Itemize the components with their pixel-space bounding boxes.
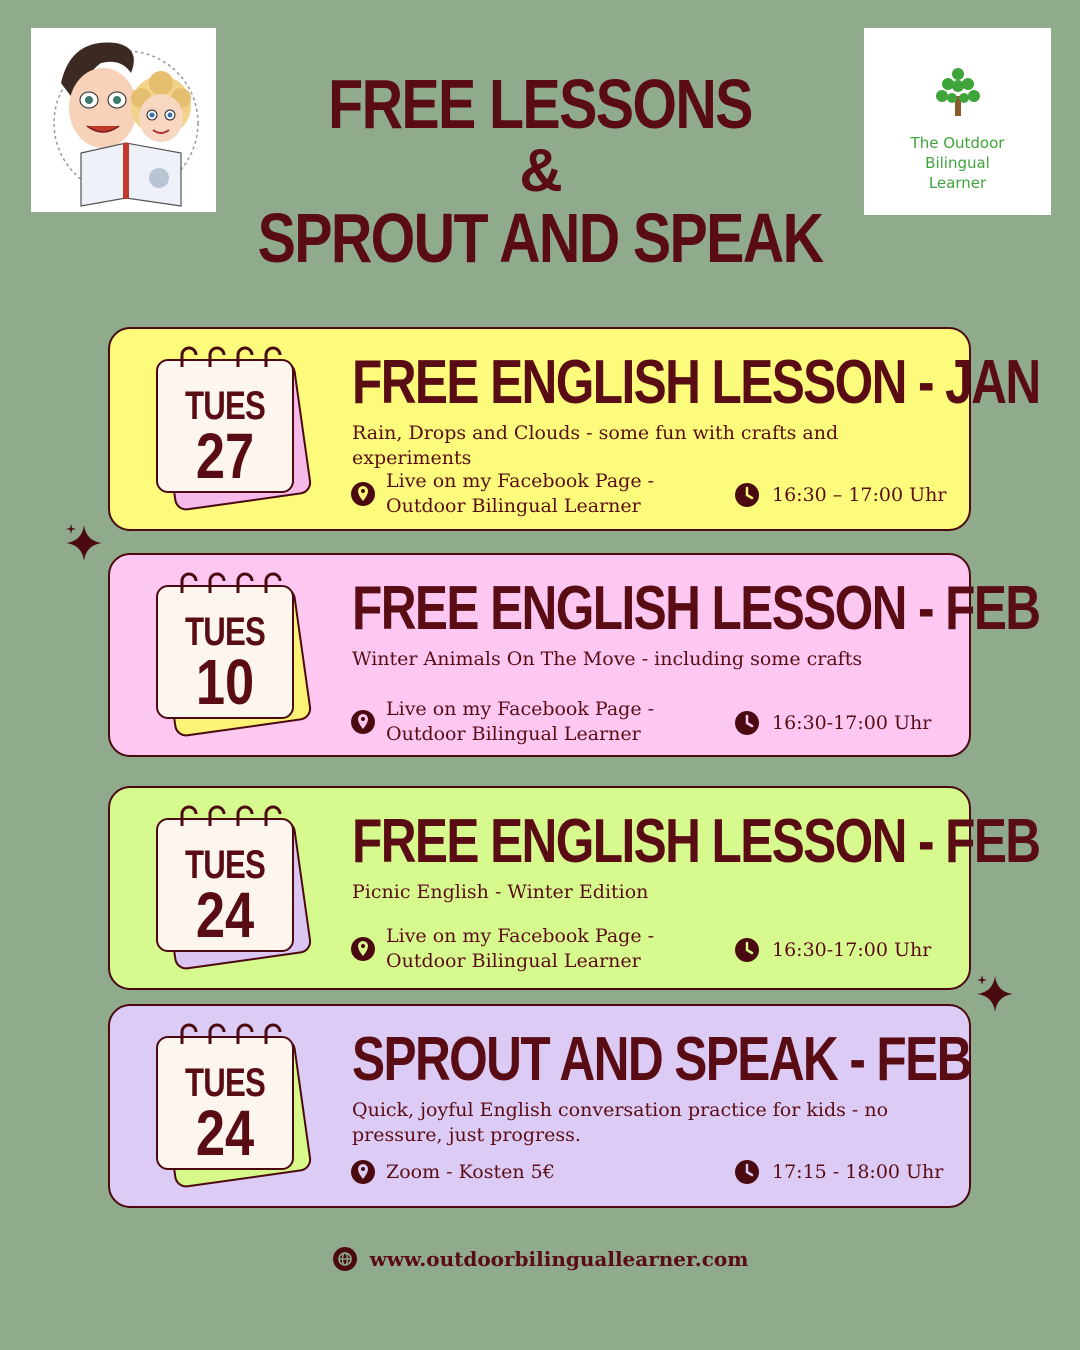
event-card [108, 327, 1040, 531]
event-weekday: TUES [184, 610, 266, 654]
event-title: FREE ENGLISH LESSON - FEB [352, 574, 1040, 643]
event-location-text: Live on my Facebook Page - Outdoor Bilingual Learner [386, 925, 655, 972]
event-weekday: TUES [184, 1061, 266, 1105]
event-title: SPROUT AND SPEAK - FEB [352, 1025, 971, 1094]
tree-icon [864, 28, 1051, 128]
calendar-front-page [156, 818, 294, 952]
event-card [108, 1004, 971, 1208]
page-title-ampersand: & [519, 137, 561, 204]
calendar-rings-icon [174, 571, 284, 601]
event-time [734, 1159, 943, 1185]
event-location-text: Live on my Facebook Page - Outdoor Bilingual Learner [386, 470, 655, 517]
location-pin-icon [350, 709, 376, 735]
event-time-text: 17:15 - 18:00 Uhr [772, 1160, 944, 1183]
event-description: Rain, Drops and Clouds - some fun with crafts and experiments [352, 422, 839, 469]
logo-text-line2: Bilingual [925, 154, 990, 172]
calendar-icon [154, 814, 314, 964]
calendar-icon [154, 1032, 314, 1182]
event-location-text: Zoom - Kosten 5€ [386, 1160, 555, 1183]
event-card [108, 553, 1040, 757]
page-title-line3: SPROUT AND SPEAK [257, 199, 823, 277]
calendar-front-page [156, 585, 294, 719]
event-time-text: 16:30-17:00 Uhr [772, 938, 932, 961]
event-time-text: 16:30 – 17:00 Uhr [772, 483, 947, 506]
location-pin-icon [350, 936, 376, 962]
website-link[interactable]: www.outdoorbilinguallearner.com [369, 1247, 749, 1271]
event-date: 24 [195, 1097, 255, 1169]
location-pin-icon [350, 1159, 376, 1185]
page-title-line1: FREE LESSONS [328, 65, 752, 143]
calendar-rings-icon [174, 1022, 284, 1052]
clock-icon [734, 710, 760, 736]
event-date: 27 [195, 420, 255, 492]
event-location [350, 469, 706, 519]
event-weekday: TUES [184, 843, 266, 887]
calendar-front-page [156, 1036, 294, 1170]
event-date: 24 [195, 879, 255, 951]
calendar-rings-icon [174, 804, 284, 834]
event-location [350, 1159, 706, 1185]
calendar-icon [154, 581, 314, 731]
globe-icon [332, 1246, 358, 1272]
event-time [734, 482, 946, 508]
event-card [108, 786, 1040, 990]
clock-icon [734, 1159, 760, 1185]
event-location [350, 697, 706, 747]
logo-text-line3: Learner [928, 174, 987, 192]
event-time-text: 16:30-17:00 Uhr [772, 711, 932, 734]
event-title: FREE ENGLISH LESSON - FEB [352, 807, 1040, 876]
event-description: Winter Animals On The Move - including some crafts [352, 648, 863, 670]
event-description: Picnic English - Winter Edition [352, 881, 649, 903]
event-location [350, 924, 706, 974]
clock-icon [734, 937, 760, 963]
calendar-icon [154, 355, 314, 505]
location-pin-icon [350, 481, 376, 507]
clock-icon [734, 482, 760, 508]
event-description: Quick, joyful English conversation practice for kids - no pressure, just progress. [352, 1099, 889, 1146]
event-date: 10 [195, 646, 255, 718]
sparkle-icon [973, 972, 1017, 1016]
event-title: FREE ENGLISH LESSON - JAN [352, 348, 1040, 417]
event-weekday: TUES [184, 384, 266, 428]
event-time [734, 710, 931, 736]
calendar-rings-icon [174, 345, 284, 375]
logo-text-line1: The Outdoor [910, 134, 1005, 152]
event-time [734, 937, 931, 963]
sparkle-icon [62, 521, 106, 565]
footer [0, 1246, 1080, 1272]
event-location-text: Live on my Facebook Page - Outdoor Bilingual Learner [386, 698, 655, 745]
calendar-front-page [156, 359, 294, 493]
